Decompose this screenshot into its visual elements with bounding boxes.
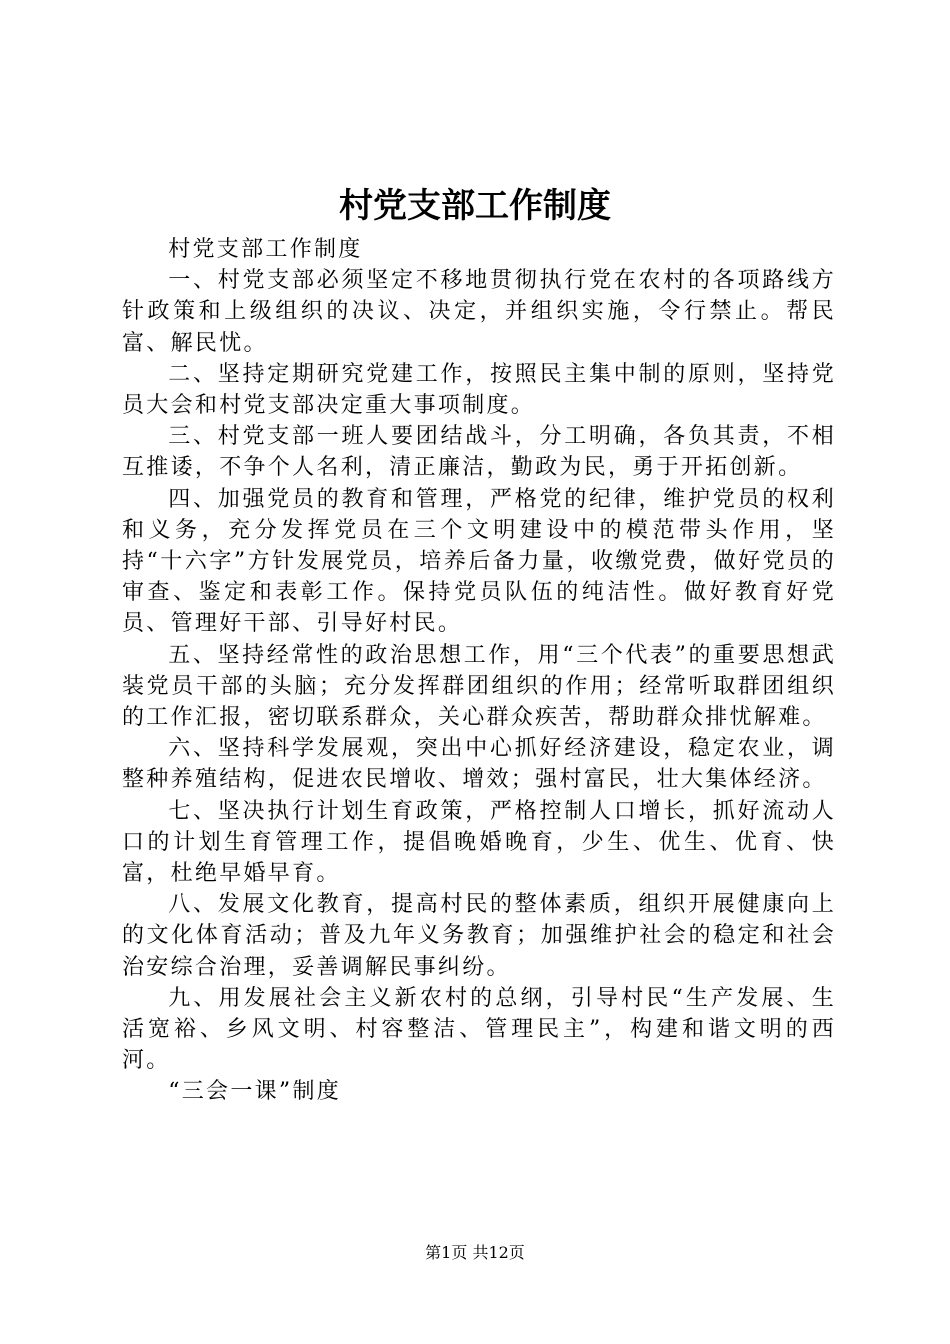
document-title: 村党支部工作制度: [339, 186, 611, 226]
paragraph-item-2: 二、坚持定期研究党建工作，按照民主集中制的原则，坚持党员大会和村党支部决定重大事项制度。: [122, 361, 836, 419]
paragraph-subtitle: 村党支部工作制度: [168, 237, 363, 262]
paragraph-item-4: 四、加强党员的教育和管理，严格党的纪律，维护党员的权利和义务，充分发挥党员在三个文明建设中的模范带头作用，坚持“十六字”方针发展党员，培养后备力量，收缴党费，做好党员的审查、鉴定和表彰工作。保持党员队伍的纯洁性。做好教育好党员、管理好干部、引导好村民。: [122, 486, 836, 637]
paragraph-item-5: 五、坚持经常性的政治思想工作，用“三个代表”的重要思想武装党员干部的头脑；充分发挥群团组织的作用；经常听取群团组织的工作汇报，密切联系群众，关心群众疾苦，帮助群众排忧解难。: [122, 642, 836, 731]
paragraph-item-3: 三、村党支部一班人要团结战斗，分工明确，各负其责，不相互推诿，不争个人名利，清正廉洁，勤政为民，勇于开拓创新。: [122, 424, 836, 481]
paragraph-item-1: 一、村党支部必须坚定不移地贯彻执行党在农村的各项路线方针政策和上级组织的决议、决定，并组织实施，令行禁止。帮民富、解民忧。: [122, 268, 836, 356]
section-heading: “三会一课”制度: [168, 1079, 342, 1105]
paragraph-item-9: 九、用发展社会主义新农村的总纲，引导村民“生产发展、生活宽裕、乡风文明、村容整洁、管理民主”，构建和谐文明的西河。: [122, 985, 836, 1074]
paragraph-item-6: 六、坚持科学发展观，突出中心抓好经济建设，稳定农业，调整种养殖结构，促进农民增收、增效；强村富民，壮大集体经济。: [122, 736, 836, 793]
document-body: [122, 234, 836, 1108]
page-number: 第1页 共12页: [425, 1243, 525, 1262]
paragraph-item-8: 八、发展文化教育，提高村民的整体素质，组织开展健康向上的文化体育活动；普及九年义务教育；加强维护社会的稳定和社会治安综合治理，妥善调解民事纠纷。: [122, 892, 836, 980]
paragraph-item-7: 七、坚决执行计划生育政策，严格控制人口增长，抓好流动人口的计划生育管理工作，提倡晚婚晚育，少生、优生、优育、快富，杜绝早婚早育。: [122, 798, 836, 887]
